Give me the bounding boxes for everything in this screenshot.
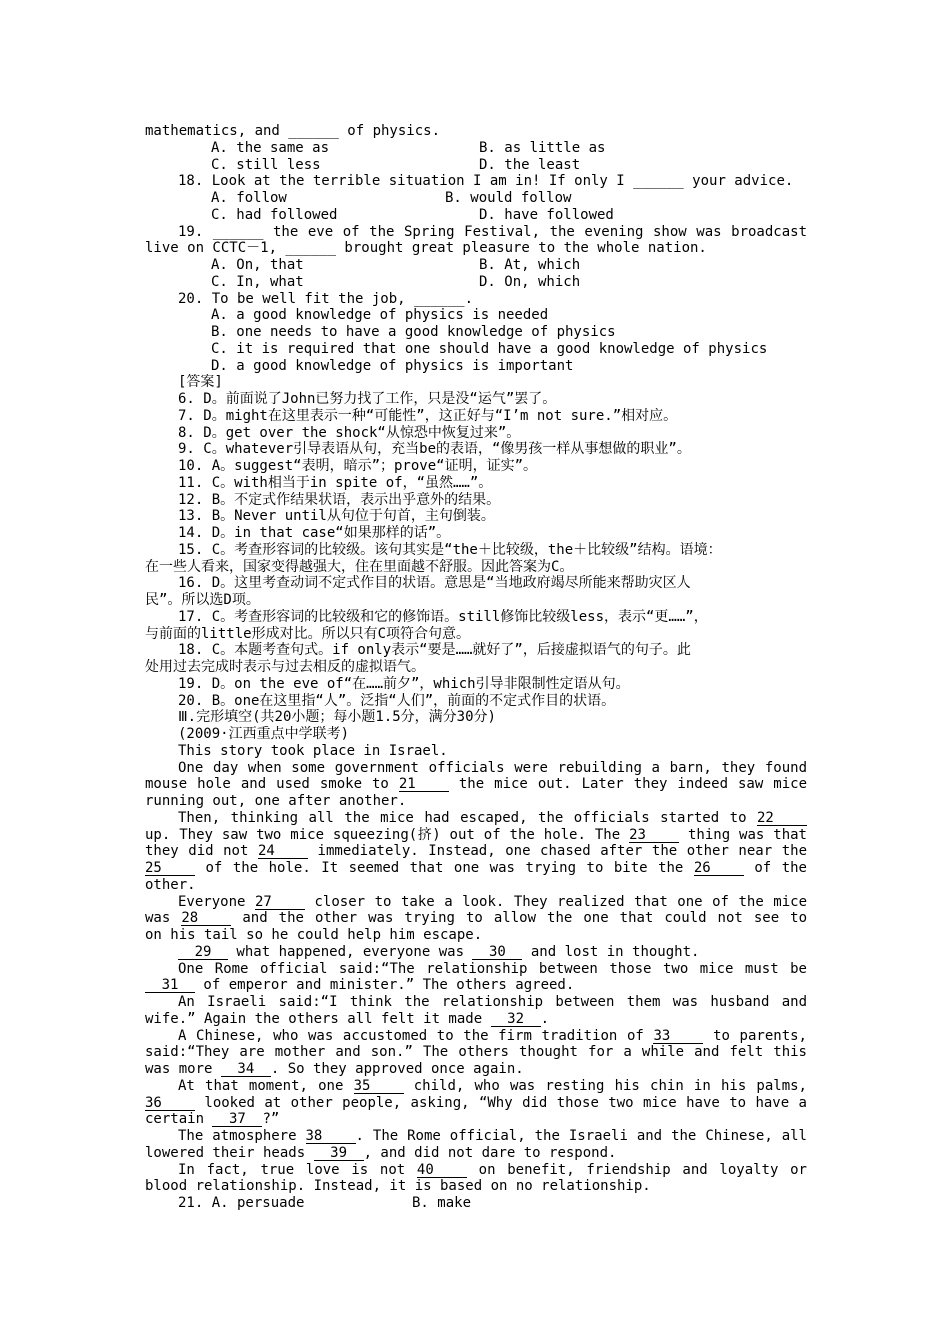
option-left: A. the same as	[211, 139, 330, 156]
text-line: 处用过去完成时表示与过去相反的虚拟语气。	[145, 659, 425, 675]
text-line: [答案]	[178, 374, 223, 391]
cloze-blank: 32	[491, 1012, 541, 1027]
option-left: C. In, what	[211, 273, 304, 290]
text-line: mathematics, and ______ of physics.	[145, 123, 441, 139]
passage-text: child, who was resting his chin in his palms,	[403, 1077, 807, 1094]
cloze-blank: 29	[178, 945, 228, 960]
passage-line	[145, 1145, 807, 1162]
option-right: B. make	[412, 1195, 472, 1211]
passage-line	[145, 877, 807, 894]
option-right: D. have followed	[479, 206, 614, 223]
cloze-blank: 38	[306, 1129, 356, 1144]
document-body	[145, 123, 807, 1212]
passage-text: lowered their heads	[145, 1144, 314, 1161]
passage-line	[145, 977, 807, 994]
passage-text: of the	[743, 860, 807, 876]
passage-text: what happened, everyone was	[228, 943, 473, 960]
passage-text: .	[540, 1010, 550, 1027]
passage-text: A Chinese, who was accustomed to the firm tradition of	[178, 1027, 654, 1044]
passage-line	[145, 810, 807, 827]
passage-text: looked at other people, asking, “Why did those two mice have to have a	[195, 1094, 807, 1111]
text-line: 19. ______ the eve of the Spring Festival, the evening show was broadcast	[178, 223, 807, 240]
text-line	[145, 207, 807, 224]
text-line: This story took place in Israel.	[178, 742, 448, 759]
passage-text: the mice out. Later they indeed saw mice	[448, 776, 807, 793]
passage-text: running out, one after another.	[145, 793, 407, 809]
passage-text: mouse hole and used smoke to	[145, 776, 399, 793]
passage-text: immediately. Instead, one chased after the other near the	[307, 843, 807, 860]
passage-line	[145, 860, 807, 877]
text-line: (2009·江西重点中学联考)	[178, 726, 350, 742]
passage-text: of the hole. It seemed that one was trying to bite the	[195, 860, 694, 876]
text-line: 20. B。one在这里指“人”。泛指“人们”，前面的不定式作目的状语。	[178, 692, 616, 709]
passage-line	[145, 1095, 807, 1112]
cloze-blank: 25	[145, 861, 195, 876]
option-right: B. would follow	[445, 190, 572, 206]
text-line: 13. B。Never until从句位于句首，主句倒装。	[178, 508, 495, 525]
passage-line	[145, 1011, 807, 1028]
passage-text: said:“They are mother and son.” The others thought for a while and felt this	[145, 1044, 807, 1061]
passage-text: they did not	[145, 843, 258, 860]
passage-text: was more	[145, 1061, 221, 1077]
passage-line	[145, 1061, 807, 1078]
option-right: B. as little as	[479, 139, 606, 156]
passage-line	[145, 910, 807, 927]
cloze-blank: 22	[757, 811, 807, 826]
passage-text: . So they approved once again.	[270, 1061, 524, 1077]
cloze-blank: 28	[181, 911, 231, 926]
passage-text: of emperor and minister.” The others agreed.	[195, 977, 575, 994]
passage-line	[145, 827, 807, 844]
cloze-blank: 34	[221, 1062, 271, 1077]
text-line: C. it is required that one should have a good knowledge of physics	[211, 340, 768, 357]
passage-text: ?”	[262, 1111, 280, 1128]
option-left: C. still less	[211, 156, 321, 173]
text-line: 10. A。suggest“表明，暗示”；prove“证明，证实”。	[178, 458, 538, 474]
option-left: C. had followed	[211, 206, 338, 223]
passage-text: The atmosphere	[178, 1128, 306, 1144]
passage-text: At that moment, one	[178, 1077, 354, 1094]
cloze-blank: 23	[629, 828, 679, 843]
passage-line	[145, 1044, 807, 1061]
text-line: 6. D。前面说了John已努力找了工作，只是没“运气”罢了。	[178, 391, 557, 407]
passage-text: certain	[145, 1111, 213, 1128]
option-left: A. On, that	[211, 257, 304, 273]
text-line: 19. D。on the eve of“在……前夕”，which引导非限制性定语从句。	[178, 675, 630, 692]
passage-line	[145, 1128, 807, 1145]
passage-text: Everyone	[178, 893, 255, 910]
passage-text: up. They saw two mice squeezing(挤) out of the hole. The	[145, 826, 630, 843]
passage-line	[145, 843, 807, 860]
passage-text: One Rome official said:“The relationship between those two mice must be	[178, 960, 807, 977]
passage-line	[145, 1162, 807, 1179]
passage-text: Then, thinking all the mice had escaped, the officials started to	[178, 809, 757, 826]
cloze-blank: 35	[354, 1079, 404, 1094]
text-line: D. a good knowledge of physics is important	[211, 357, 574, 374]
passage-line	[145, 927, 807, 944]
text-line: Ⅲ.完形填空(共20小题；每小题1.5分，满分30分)	[178, 709, 496, 726]
cloze-blank: 31	[145, 978, 195, 993]
passage-text: , and did not dare to respond.	[363, 1144, 617, 1161]
passage-line	[145, 776, 807, 793]
cloze-blank: 40	[417, 1163, 467, 1178]
cloze-blank: 37	[212, 1112, 262, 1127]
option-right: D. On, which	[479, 273, 581, 290]
passage-line	[145, 1028, 807, 1045]
passage-text: wife.” Again the others all felt it made	[145, 1010, 491, 1027]
text-line: 11. C。with相当于in spite of，“虽然……”。	[178, 474, 493, 491]
passage-line	[145, 894, 807, 911]
text-line: 8. D。get over the shock“从惊恐中恢复过来”。	[178, 424, 521, 441]
cloze-blank: 27	[255, 895, 305, 910]
passage-line	[145, 1195, 807, 1212]
text-line: 14. D。in that case“如果那样的话”。	[178, 525, 451, 541]
text-line: 在一些人看来，国家变得越强大，住在里面越不舒服。因此答案为C。	[145, 558, 574, 575]
passage-text: and lost in thought.	[522, 943, 700, 960]
option-left: A. follow	[211, 190, 287, 206]
option-right: D. the least	[479, 156, 581, 173]
option-right: B. At, which	[479, 257, 581, 273]
cloze-blank: 33	[653, 1029, 703, 1044]
passage-text: . The Rome official, the Israeli and the Chinese, all	[355, 1128, 807, 1144]
passage-text: In fact, true love is not	[178, 1161, 417, 1178]
text-line: A. a good knowledge of physics is needed	[211, 307, 549, 324]
text-line	[145, 274, 807, 291]
cloze-blank: 30	[472, 945, 522, 960]
passage-text: to parents,	[703, 1027, 807, 1044]
text-line: 16. D。这里考查动词不定式作目的状语。意思是“当地政府竭尽所能来帮助灾区人	[178, 575, 691, 592]
text-line	[145, 157, 807, 174]
passage-line	[145, 760, 807, 777]
passage-line	[145, 1111, 807, 1128]
text-line: 12. B。不定式作结果状语，表示出乎意外的结果。	[178, 491, 501, 508]
passage-text: closer to take a look. They realized that one of the mice	[304, 893, 807, 910]
passage-line	[145, 961, 807, 978]
passage-text: on his tail so he could help him escape.	[145, 927, 483, 943]
cloze-blank: 39	[314, 1146, 364, 1161]
passage-line	[145, 793, 807, 810]
text-line: live on CCTC－1, ______ brought great pleasure to the whole nation.	[145, 240, 707, 257]
passage-text: on benefit, friendship and loyalty or	[466, 1161, 807, 1178]
passage-text: An Israeli said:“I think the relationship between them was husband and	[178, 994, 807, 1010]
passage-text: One day when some government officials were rebuilding a barn, they found	[178, 759, 807, 776]
cloze-blank: 26	[694, 861, 744, 876]
text-line: 20. To be well fit the job, ______.	[178, 290, 474, 307]
passage-text: was	[145, 910, 182, 927]
text-line: 7. D。might在这里表示一种“可能性”，这正好与“I’m not sure.”相对应。	[178, 407, 678, 424]
passage-text: thing was that	[679, 826, 807, 843]
passage-text: and the other was trying to allow the one that could not see to	[242, 910, 807, 927]
cloze-blank: 24	[258, 844, 308, 859]
passage-line	[145, 994, 807, 1011]
text-line: 18. Look at the terrible situation I am in! If only I ______ your advice.	[178, 173, 794, 190]
option-left: 21. A. persuade	[178, 1195, 305, 1211]
text-line: 民”。所以选D项。	[145, 592, 260, 608]
text-line	[145, 257, 807, 274]
text-line	[145, 190, 807, 207]
passage-line	[145, 944, 807, 961]
text-line	[145, 140, 807, 157]
passage-line	[145, 1178, 807, 1195]
passage-line	[145, 1078, 807, 1095]
passage-text: blood relationship. Instead, it is based on no relationship.	[145, 1178, 651, 1195]
text-line: B. one needs to have a good knowledge of physics	[211, 324, 616, 340]
passage-text: other.	[145, 876, 196, 893]
text-line: 15. C。考查形容词的比较级。该句其实是“the＋比较级，the＋比较级”结构。语境：	[178, 541, 722, 558]
cloze-blank: 36	[145, 1096, 195, 1111]
text-line: 与前面的little形成对比。所以只有C项符合句意。	[145, 625, 470, 642]
text-line: 9. C。whatever引导表语从句，充当be的表语，“像男孩一样从事想做的职业”。	[178, 441, 691, 458]
cloze-blank: 21	[399, 777, 449, 792]
text-line: 18. C。本题考查句式。if only表示“要是……就好了”，后接虚拟语气的句子。此	[178, 642, 691, 659]
text-line: 17. C。考查形容词的比较级和它的修饰语。still修饰比较级less，表示“更……”，	[178, 608, 708, 625]
